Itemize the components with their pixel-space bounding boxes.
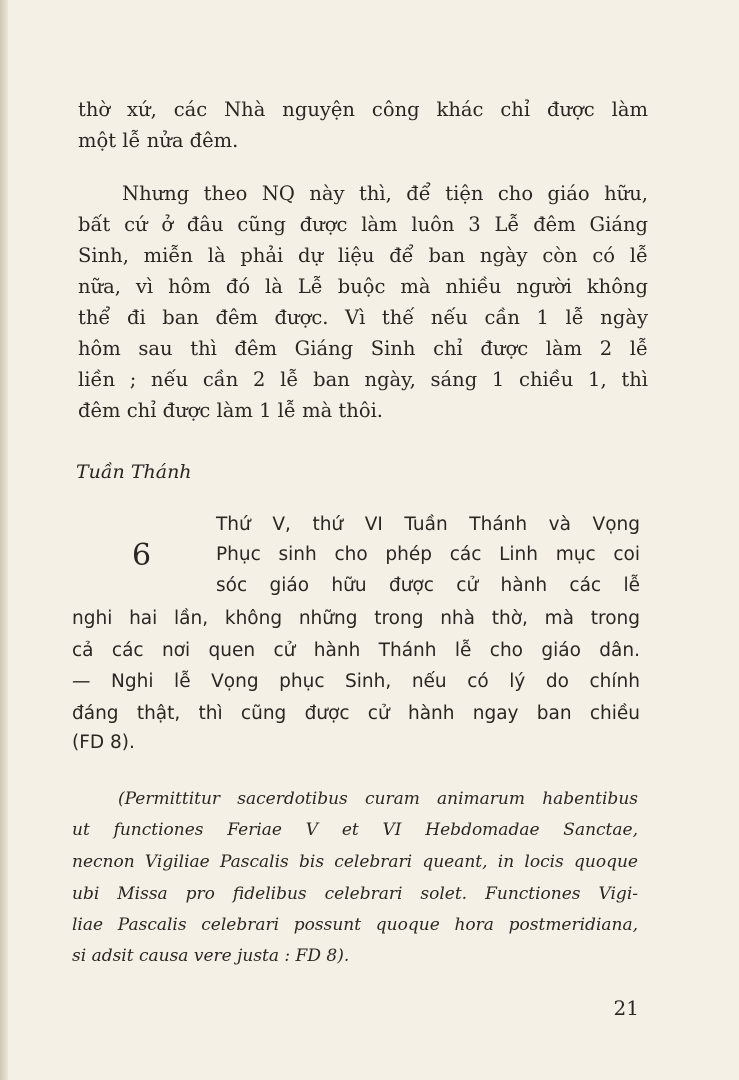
- section-number: 6: [132, 538, 152, 573]
- text-line: Nhưng theo NQ này thì, để tiện cho giáo hữu,: [122, 182, 648, 205]
- latin-line: ubi Missa pro fidelibus celebrari solet. Functiones Vigi-: [72, 884, 638, 904]
- text-line: — Nghi lễ Vọng phục Sinh, nếu có lý do chính: [72, 671, 640, 692]
- text-line: một lễ nửa đêm.: [78, 129, 239, 152]
- text-line: Phục sinh cho phép các Linh mục coi: [216, 544, 640, 565]
- text-line: liền ; nếu cần 2 lễ ban ngày, sáng 1 chiều 1, thì: [78, 368, 648, 391]
- text-line: nữa, vì hôm đó là Lễ buộc mà nhiều người không: [78, 275, 648, 298]
- page-spine: [0, 0, 8, 1080]
- latin-line: ut functiones Feriae V et VI Hebdomadae Sanctae,: [72, 820, 638, 840]
- text-line: thể đi ban đêm được. Vì thế nếu cần 1 lễ ngày: [78, 306, 648, 329]
- text-line: Sinh, miễn là phải dự liệu để ban ngày còn có lễ: [78, 244, 648, 267]
- text-line: đêm chỉ được làm 1 lễ mà thôi.: [78, 399, 384, 422]
- text-line: sóc giáo hữu được cử hành các lễ: [216, 575, 640, 596]
- text-line: hôm sau thì đêm Giáng Sinh chỉ được làm 2 lễ: [78, 337, 648, 360]
- latin-line: liae Pascalis celebrari possunt quoque hora postmeridiana,: [72, 915, 638, 935]
- text-line: thờ xứ, các Nhà nguyện công khác chỉ được làm: [78, 98, 648, 121]
- text-line: bất cứ ở đâu cũng được làm luôn 3 Lễ đêm Giáng: [78, 213, 648, 236]
- latin-line: (Permittitur sacerdotibus curam animarum habentibus: [118, 789, 638, 809]
- text-line: nghi hai lần, không những trong nhà thờ, mà trong: [72, 608, 640, 629]
- latin-line: necnon Vigiliae Pascalis bis celebrari queant, in locis quoque: [72, 852, 638, 872]
- text-line: đáng thật, thì cũng được cử hành ngay ban chiều: [72, 703, 640, 724]
- text-line: (FD 8).: [72, 732, 135, 753]
- text-line: cả các nơi quen cử hành Thánh lễ cho giáo dân.: [72, 640, 640, 661]
- latin-line: si adsit causa vere justa : FD 8).: [72, 946, 350, 966]
- text-line: Thứ V, thứ VI Tuần Thánh và Vọng: [216, 514, 640, 535]
- section-heading: Tuần Thánh: [76, 461, 192, 483]
- page-number: 21: [613, 996, 639, 1020]
